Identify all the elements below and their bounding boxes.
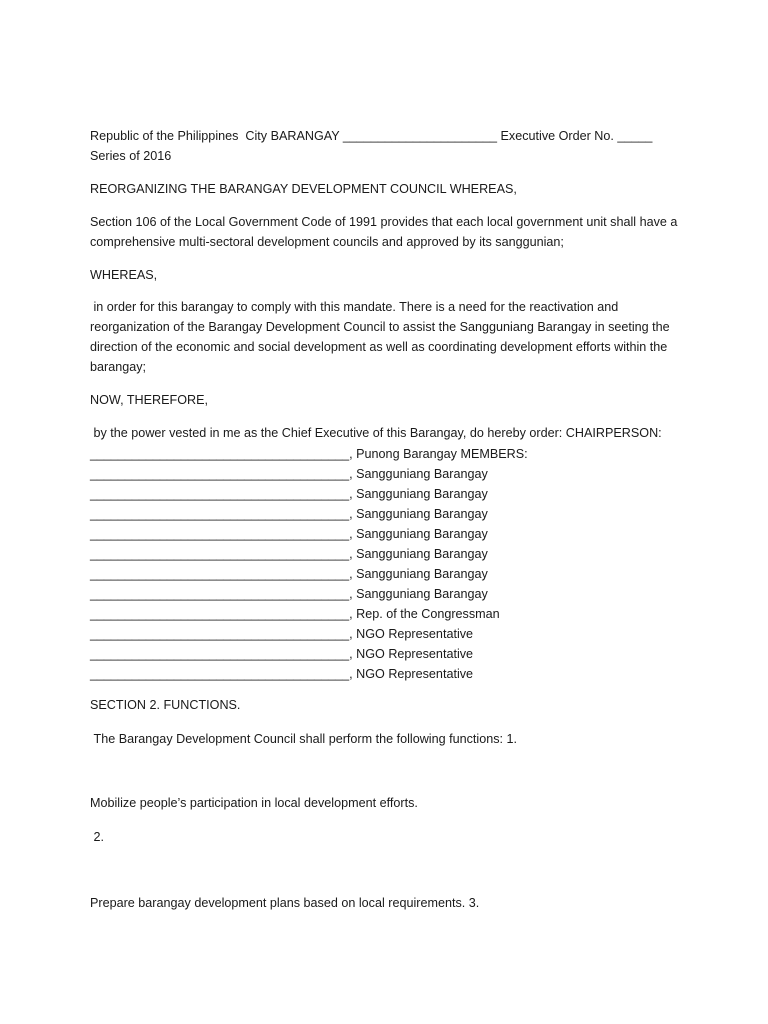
document-header: Republic of the Philippines City BARANGAY ______________________ Executive Order No. _____ Series of 2016 xyxy=(90,129,656,163)
member-line: _____________________________________, Sangguniang Barangay xyxy=(90,487,488,501)
member-line: _____________________________________, Sangguniang Barangay xyxy=(90,567,488,581)
council-member-list xyxy=(90,444,680,684)
function-2: Prepare barangay development plans based on local requirements. 3. xyxy=(90,896,480,910)
function-1: Mobilize people’s participation in local development efforts. xyxy=(90,796,418,810)
order-intro: by the power vested in me as the Chief Executive of this Barangay, do hereby order: CHAIRPERSON: xyxy=(90,426,662,440)
whereas-paragraph-2: in order for this barangay to comply with this mandate. There is a need for the reactivation and reorganization of the Barangay Development Council to assist the Sangguniang Barangay in seeting the direction of the economic and social development as well as coordinating development efforts within the barangay; xyxy=(90,300,674,374)
whereas-label: WHEREAS, xyxy=(90,268,158,282)
section-2-heading: SECTION 2. FUNCTIONS. xyxy=(90,698,241,712)
member-line: _____________________________________, Sangguniang Barangay xyxy=(90,547,488,561)
member-line: _____________________________________, NGO Representative xyxy=(90,667,474,681)
now-therefore-label: NOW, THEREFORE, xyxy=(90,393,209,407)
member-line: _____________________________________, NGO Representative xyxy=(90,647,474,661)
whereas-paragraph-1: Section 106 of the Local Government Code of 1991 provides that each local government unit shall have a comprehensive multi-sectoral development councils and approved by its sanggunian; xyxy=(90,215,681,249)
section-2-intro: The Barangay Development Council shall perform the following functions: 1. xyxy=(90,732,518,746)
function-2-number: 2. xyxy=(90,830,105,844)
member-line: _____________________________________, Rep. of the Congressman xyxy=(90,607,500,621)
member-line: _____________________________________, Punong Barangay MEMBERS: xyxy=(90,447,528,461)
member-line: _____________________________________, Sangguniang Barangay xyxy=(90,467,488,481)
member-line: _____________________________________, Sangguniang Barangay xyxy=(90,507,488,521)
member-line: _____________________________________, Sangguniang Barangay xyxy=(90,587,488,601)
member-line: _____________________________________, Sangguniang Barangay xyxy=(90,527,488,541)
member-line: _____________________________________, NGO Representative xyxy=(90,627,474,641)
order-title: REORGANIZING THE BARANGAY DEVELOPMENT COUNCIL WHEREAS, xyxy=(90,182,517,196)
